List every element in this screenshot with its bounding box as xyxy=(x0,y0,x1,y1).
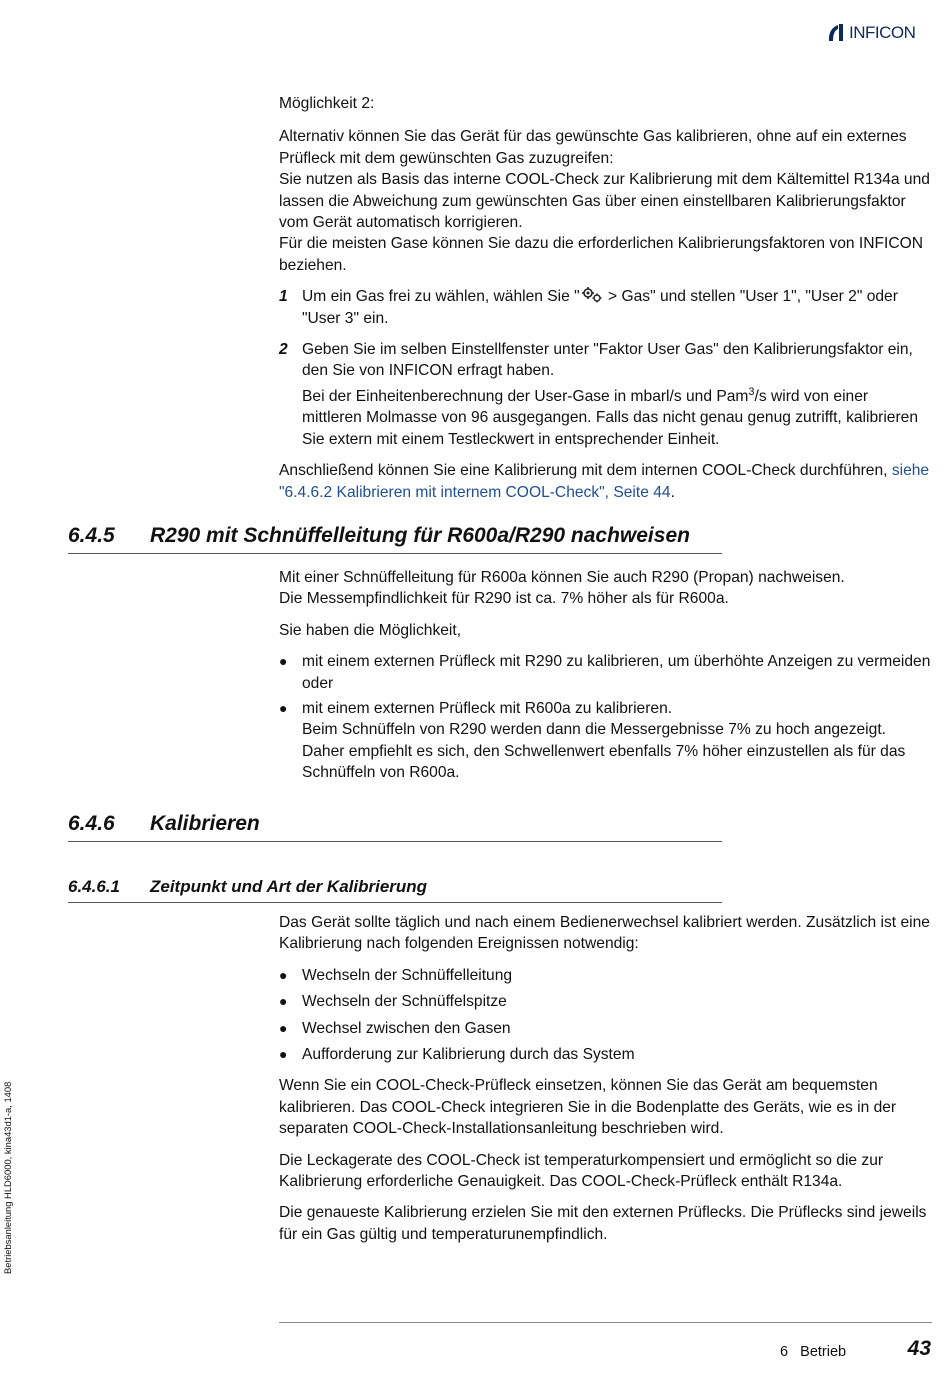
section-heading-645 xyxy=(68,524,722,554)
step-note-after: /s wird von einer mittleren Molmasse von 96 ausgegangen. Falls das nicht genau genug zutrifft, kalibrieren Sie extern mit einem Testleckwert in entsprechender Einheit. xyxy=(302,388,919,448)
list-item-note: Beim Schnüffeln von R290 werden dann die Messergebnisse 7% zu hoch angezeigt. Daher empfiehlt es sich, den Schwellenwert ebenfalls 7% höher einzustellen als für das Schnüffeln von R600a. xyxy=(302,721,906,782)
bullet-icon: ● xyxy=(279,653,288,670)
list-item-text: mit einem externen Prüfleck mit R600a zu kalibrieren. xyxy=(302,700,673,718)
document-reference-sidebar: Betriebsanleitung HLD6000, kina43d1-a, 1408 xyxy=(2,1081,13,1274)
list-item xyxy=(279,1044,931,1065)
list-item-text: Wechseln der Schnüffelspitze xyxy=(302,993,507,1011)
cross-reference-link[interactable]: siehe "6.4.6.2 Kalibrieren mit internem COOL-Check", Seite 44 xyxy=(279,462,930,501)
section-645-para-1: Mit einer Schnüffelleitung für R600a können Sie auch R290 (Propan) nachweisen. xyxy=(279,569,845,586)
step-number: 2 xyxy=(279,341,288,359)
intro-block xyxy=(279,93,931,503)
step-2 xyxy=(279,339,931,450)
section-heading-646 xyxy=(68,812,722,842)
step-text-after: > Gas" und stellen "User 1", "User 2" oder "User 3" ein. xyxy=(302,288,898,327)
section-number: 6.4.6 xyxy=(68,812,115,835)
bullet-icon: ● xyxy=(279,966,288,983)
section-645-body xyxy=(279,567,931,784)
option-label: Möglichkeit 2: xyxy=(279,95,375,112)
step-text-before: Um ein Gas frei zu wählen, wählen Sie " xyxy=(302,288,580,306)
step-note-superscript: 3 xyxy=(748,385,755,398)
list-item-text: Wechsel zwischen den Gasen xyxy=(302,1019,511,1037)
intro-para-1: Alternativ können Sie das Gerät für das gewünschte Gas kalibrieren, ohne auf ein externes Prüfleck mit dem gewünschten Gas zuzugreifen: xyxy=(279,128,907,167)
list-item xyxy=(279,991,931,1012)
closing-para xyxy=(279,460,931,503)
closing-text: Anschließend können Sie eine Kalibrierung mit dem internen COOL-Check durchführen, xyxy=(279,462,888,480)
step-number: 1 xyxy=(279,288,288,306)
section-6461-body xyxy=(279,912,931,1245)
section-title: Zeitpunkt und Art der Kalibrierung xyxy=(150,877,428,896)
list-item xyxy=(279,1018,931,1039)
step-note-before: Bei der Einheitenberechnung der User-Gase in mbarl/s und Pam xyxy=(302,388,749,406)
intro-para-3: Für die meisten Gase können Sie dazu die erforderlichen Kalibrierungsfaktoren von INFICON beziehen. xyxy=(279,235,923,274)
section-number: 6.4.5 xyxy=(68,524,115,547)
logo-text: INFICON xyxy=(849,23,916,42)
section-645-para-3: Sie haben die Möglichkeit, xyxy=(279,621,462,639)
section-title: Kalibrieren xyxy=(150,812,260,835)
inficon-logo-icon xyxy=(826,21,848,45)
page-number: 43 xyxy=(907,1337,931,1360)
section-6461-para-3: Die Leckagerate des COOL-Check ist temperaturkompensiert und ermöglicht so die zur Kalibrierung erforderliche Genauigkeit. Das COOL-Check-Prüfleck enthält R134a. xyxy=(279,1151,884,1191)
section-645-para-2: Die Messempfindlichkeit für R290 ist ca. 7% höher als für R600a. xyxy=(279,590,729,608)
section-number: 6.4.6.1 xyxy=(68,877,120,896)
settings-gear-icon xyxy=(580,286,604,304)
step-note xyxy=(302,382,931,450)
bullet-icon: ● xyxy=(279,1046,288,1063)
intro-para-2: Sie nutzen als Basis das interne COOL-Check zur Kalibrierung mit dem Kältemittel R134a und lassen die Abweichung zum gewünschten Gas über einen einstellbaren Kalibrierungsfaktor vom Gerät automatisch korrigieren. xyxy=(279,171,930,232)
list-item xyxy=(279,965,931,986)
bullet-icon: ● xyxy=(279,700,288,717)
footer-chapter: 6 Betrieb xyxy=(780,1344,847,1360)
bullet-icon: ● xyxy=(279,1019,288,1036)
closing-end: . xyxy=(670,483,675,501)
list-item-text: Wechseln der Schnüffelleitung xyxy=(302,966,513,984)
section-heading-6461 xyxy=(68,877,722,903)
list-item-text: mit einem externen Prüfleck mit R290 zu kalibrieren, um überhöhte Anzeigen zu vermeiden oder xyxy=(302,653,931,692)
section-6461-para-1: Das Gerät sollte täglich und nach einem Bedienerwechsel kalibriert werden. Zusätzlich ist eine Kalibrierung nach folgenden Ereignissen notwendig: xyxy=(279,914,930,953)
bullet-icon: ● xyxy=(279,993,288,1010)
list-item xyxy=(279,698,931,784)
section-title: R290 mit Schnüffelleitung für R600a/R290 nachweisen xyxy=(150,524,690,547)
list-item xyxy=(279,651,931,694)
section-6461-para-4: Die genaueste Kalibrierung erzielen Sie mit den externen Prüflecks. Die Prüflecks sind jeweils für ein Gas gültig und temperaturunempfindlich. xyxy=(279,1204,927,1243)
section-6461-para-2: Wenn Sie ein COOL-Check-Prüfleck einsetzen, können Sie das Gerät am bequemsten kalibrieren. Das COOL-Check integrieren Sie in die Bodenplatte des Geräts, wie es in der separaten COOL-Check-Installationsanleitung beschrieben wird. xyxy=(279,1077,897,1138)
inficon-logo xyxy=(826,20,936,46)
list-item-text: Aufforderung zur Kalibrierung durch das System xyxy=(302,1046,635,1064)
step-1 xyxy=(279,286,931,329)
footer-divider xyxy=(279,1322,932,1323)
step-text: Geben Sie im selben Einstellfenster unter "Faktor User Gas" den Kalibrierungsfaktor ein, den Sie von INFICON erfragt haben. xyxy=(302,341,913,380)
